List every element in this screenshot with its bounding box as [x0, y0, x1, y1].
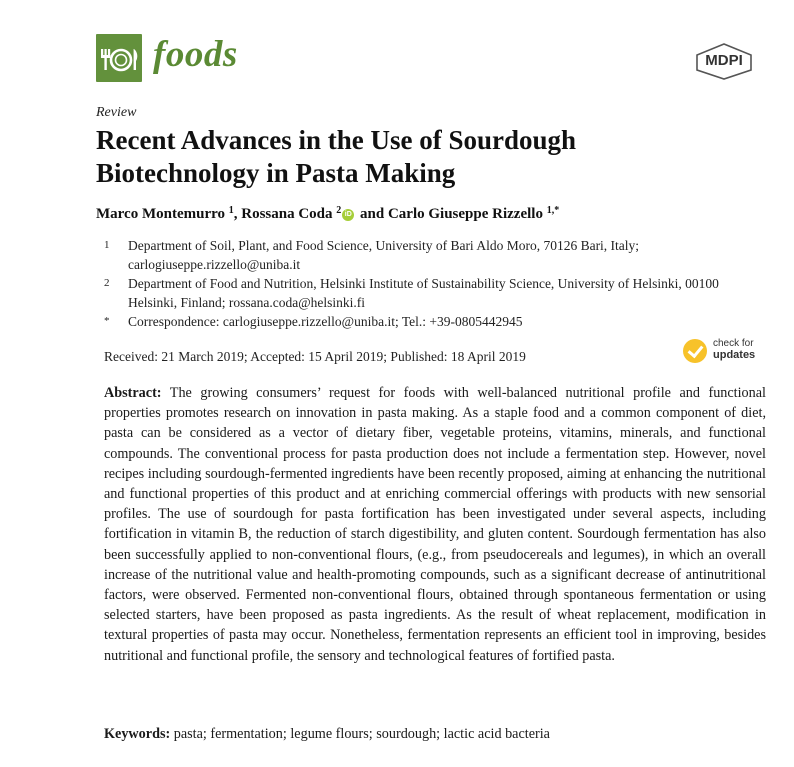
plate-fork-knife-icon [96, 34, 142, 82]
keywords-label: Keywords: [104, 726, 171, 742]
affiliation-mark: 1 [104, 239, 110, 251]
keywords [104, 726, 550, 743]
author-list [96, 205, 559, 223]
abstract-text: The growing consumers’ request for foods with well-balanced nutritional profile and functional properties promotes research on innovation in pasta making. As a staple food and a common component of diet, pasta can be considered as a vector of dietary fiber, vegetable proteins, vitamins, minerals, and functional compounds. The conventional process for pasta production does not include a fermentation step. However, novel recipes including sourdough-fermented ingredients have been recently proposed, aiming at enhancing the nutritional and functional properties of this product and at enriching commercial offerings with products with new sensorial profiles. The use of sourdough for pasta fortification has been investigated under several aspects, including fortification in vitamin B, the reduction of starch digestibility, and gluten content. Sourdough fermentation has also been successfully applied to non-conventional flours, (e.g., from pseudocereals and legumes), in which an overall increase of the nutritional value and health-promoting compounds, such as a significant decrease of antinutritional factors, were observed. Fermented non-conventional flours, obtained through spontaneous fermentation or using selected starters, have been proposed as pasta ingredients. As the result of wheat replacement, modification in textural properties of pasta may occur. Nonetheless, fermentation represents an efficient tool in improving, besides nutritional and functional profile, the sensory and technological features of fortified pasta. [104, 385, 766, 664]
publisher-name: MDPI [705, 52, 743, 69]
affiliation-text: Department of Soil, Plant, and Food Science, University of Bari Aldo Moro, 70126 Bari, Italy; carlogiuseppe.rizzello@uniba.it [128, 238, 640, 272]
abstract-label: Abstract: [104, 385, 162, 401]
affiliation-mark: * [104, 315, 110, 327]
correspondence-text: Correspondence: carlogiuseppe.rizzello@uniba.it; Tel.: +39-0805442945 [128, 314, 523, 329]
author-separator: and [356, 206, 388, 222]
author-separator: , [233, 206, 242, 222]
check-updates-line1: check for [713, 338, 754, 349]
checkmark-icon [683, 339, 707, 363]
check-updates-line2: updates [713, 349, 756, 361]
author-name[interactable]: Rossana Coda [241, 206, 333, 222]
abstract [104, 383, 766, 666]
article-title: Recent Advances in the Use of Sourdough Biotechnology in Pasta Making [96, 125, 577, 188]
journal-name: foods [153, 34, 238, 75]
article-type: Review [96, 105, 137, 120]
affiliation-mark: 2 [104, 277, 110, 289]
author-affiliation-mark: 1,* [546, 205, 560, 216]
journal-logo [96, 34, 142, 82]
author-name[interactable]: Carlo Giuseppe Rizzello [387, 206, 543, 222]
publication-dates: Received: 21 March 2019; Accepted: 15 April 2019; Published: 18 April 2019 [104, 349, 526, 364]
orcid-icon[interactable]: iD [342, 209, 354, 221]
affiliation-text: Department of Food and Nutrition, Helsinki Institute of Sustainability Science, University of Helsinki, 00100 Helsinki, Finland; rossana.coda@helsinki.fi [128, 276, 719, 310]
keywords-text: pasta; fermentation; legume flours; sourdough; lactic acid bacteria [173, 726, 550, 742]
author-affiliation-mark: 1 [228, 205, 234, 216]
check-for-updates-button[interactable] [683, 338, 773, 366]
author-affiliation-mark: 2 [336, 205, 342, 216]
author-name[interactable]: Marco Montemurro [96, 206, 225, 222]
mdpi-logo [694, 42, 754, 80]
